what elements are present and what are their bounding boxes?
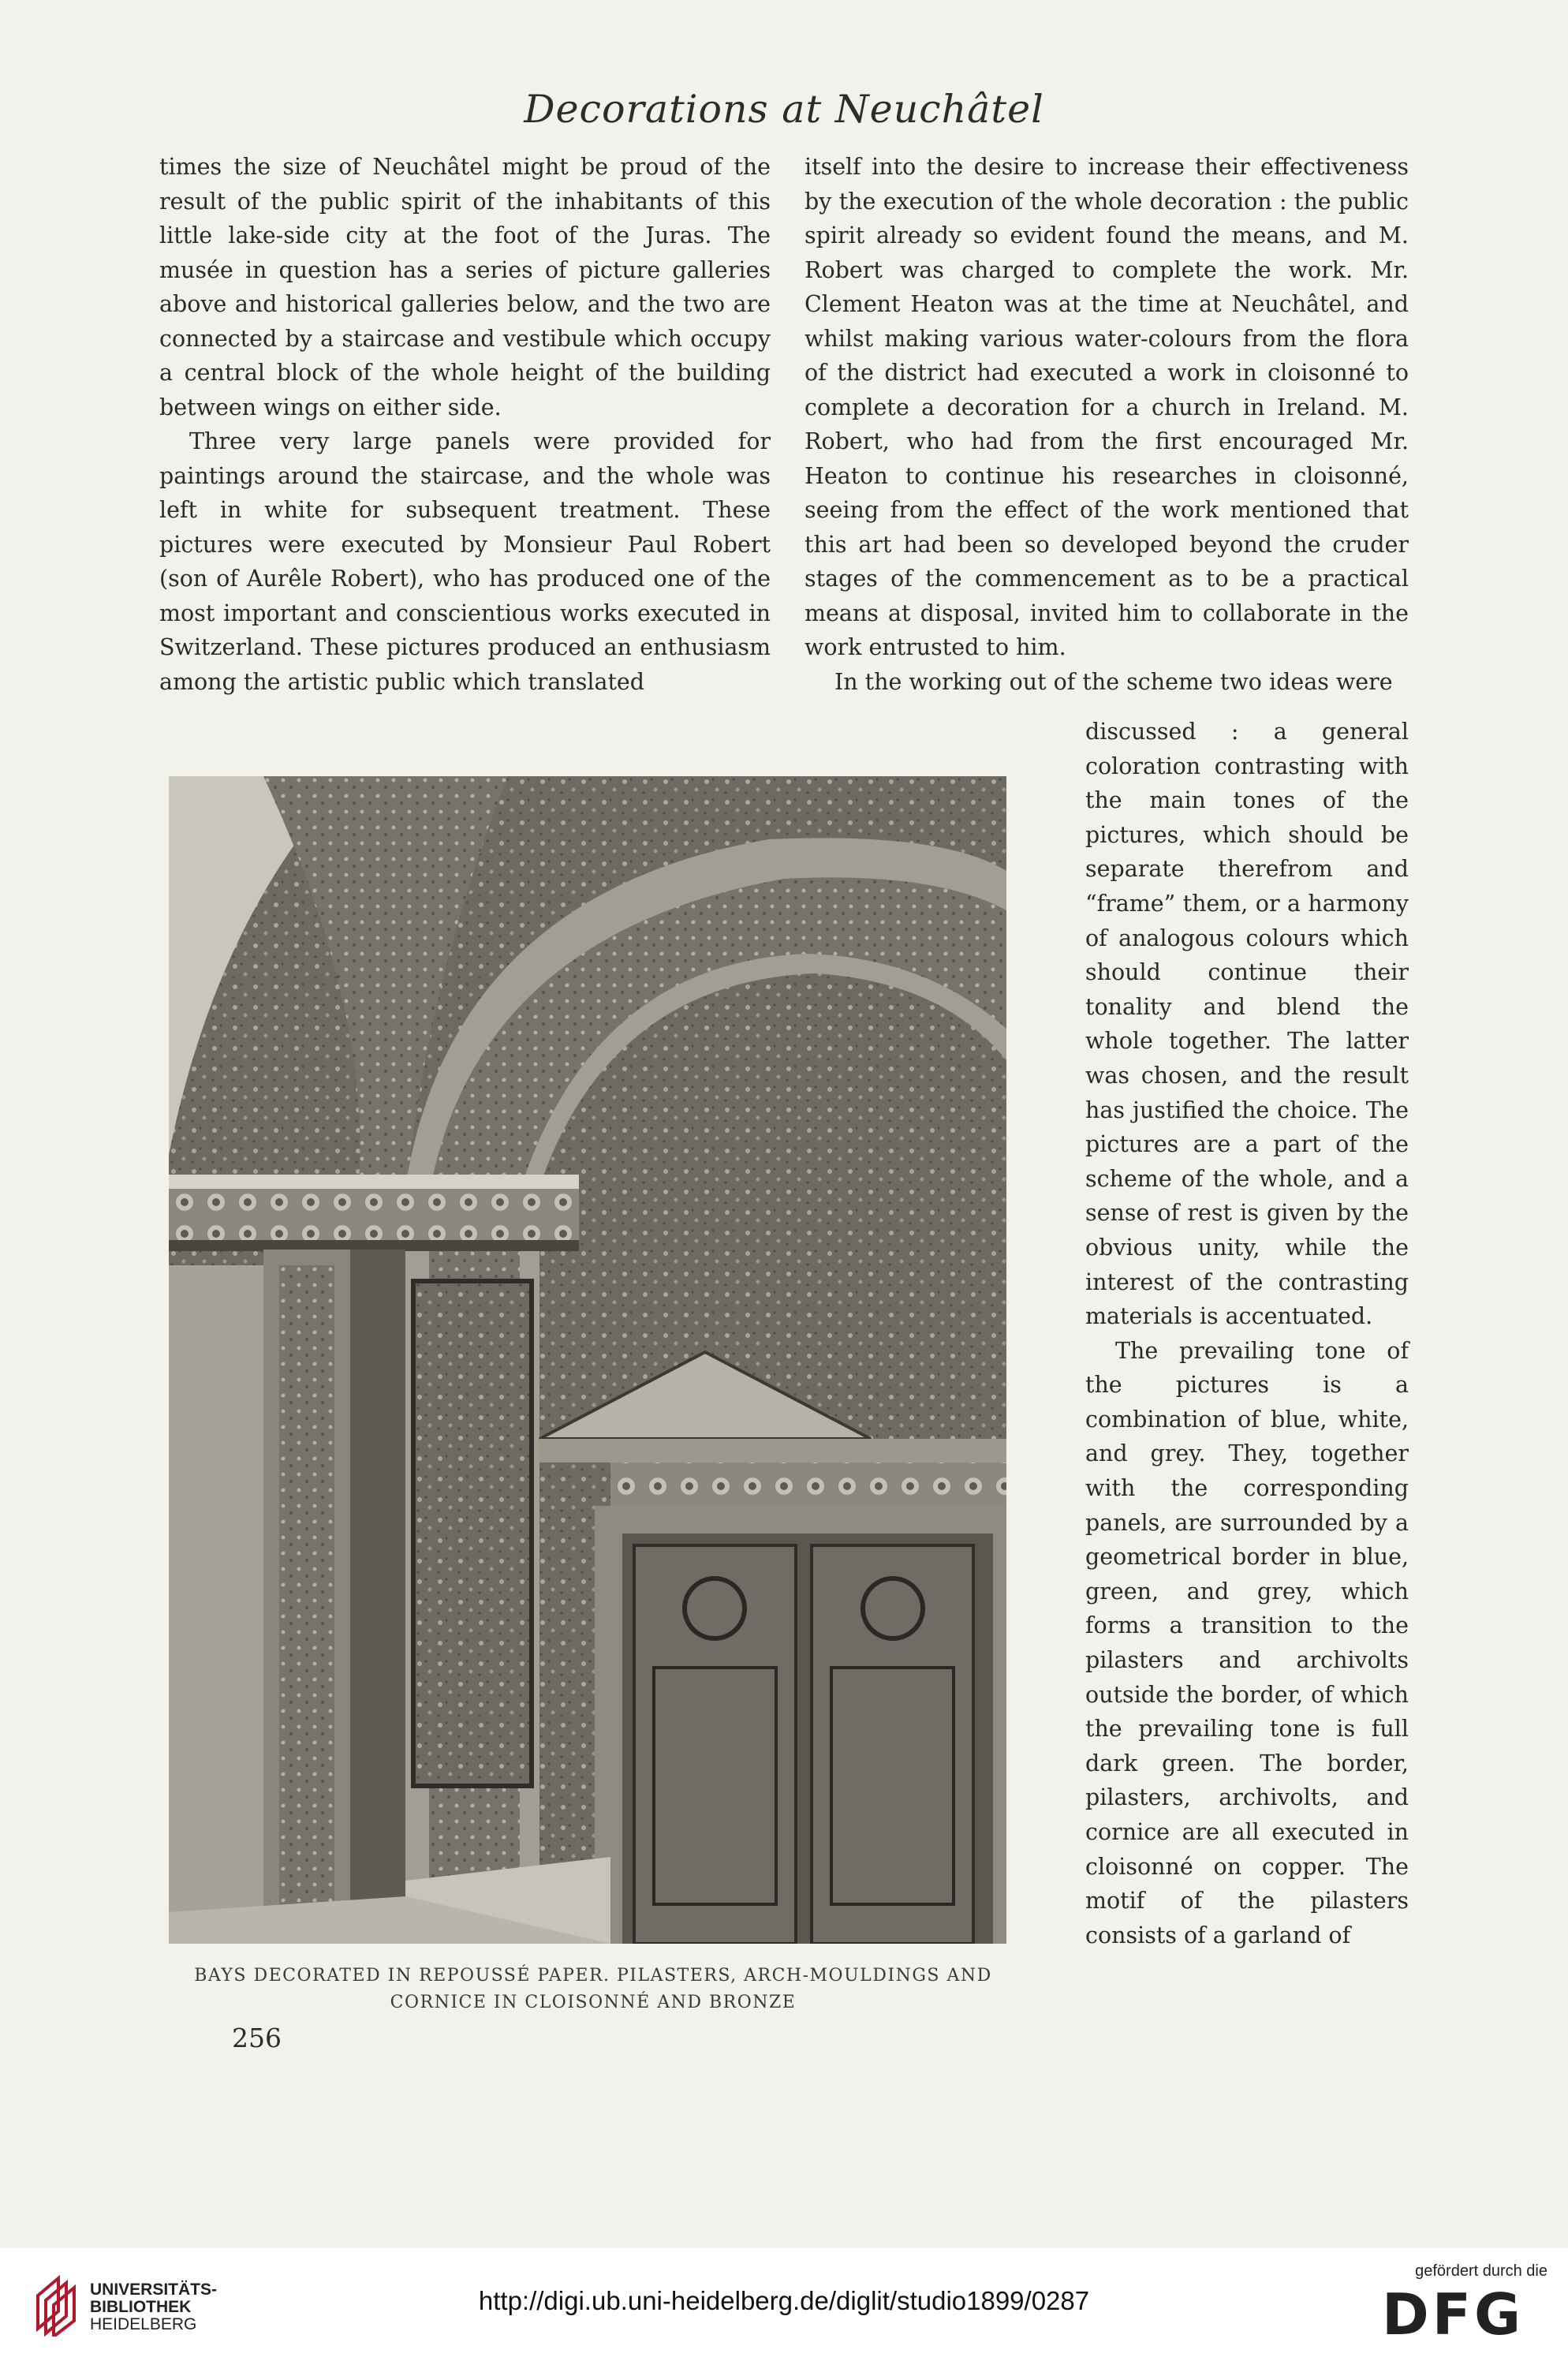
narrow-paragraph-2: The prevailing tone of the pictures is a combination of blue, white, and grey. They, together with the corresponding panels, are surrounded by a geometrical border in blue, green, and grey, which forms a transition to the pilasters and archivolts outside the border, of which the prevailing tone is full dark green. The border, pilasters, archivolts, and cornice are all executed in cloisonné on copper. The motif of the pilasters consists of a garland of: [1085, 1337, 1409, 1948]
dfg-logo: DFG: [1382, 2281, 1525, 2348]
caption-line-1: BAYS DECORATED IN REPOUSSÉ PAPER. PILASTERS, ARCH-MOULDINGS AND: [194, 1966, 992, 1986]
caption-line-2: CORNICE IN CLOISONNÉ AND BRONZE: [390, 1993, 797, 2012]
narrow-paragraph-1: discussed : a general coloration contrasting with the main tones of the pictures, which should be separate therefrom and “frame” them, or a harmony of analogous colours which should continue their tonality and blend the whole together. The latter was chosen, and the result has justified the choice. The pictures are a part of the scheme of the whole, and a sense of rest is given by the obvious unity, while the interest of the contrasting materials is accentuated.: [1085, 719, 1409, 1330]
permalink-url[interactable]: http://digi.ub.uni-heidelberg.de/diglit/studio1899/0287: [478, 2286, 1090, 2315]
library-name-line-3: HEIDELBERG: [90, 2315, 197, 2333]
left-paragraph-1: times the size of Neuchâtel might be proud of the result of the public spirit of the inhabitants of this little lake-side city at the foot of the Juras. The musée in question has a series of picture galleries above and historical galleries below, and the two are connected by a staircase and vestibule which occupy a central block of the whole height of the building between wings on either side.: [159, 154, 771, 420]
right-text-column: [805, 150, 1409, 699]
right-paragraph-1: itself into the desire to increase their effectiveness by the execution of the whole decoration : the public spirit already so evident found the means, and M. Robert was charged to complete the work. Mr. Clement Heaton was at the time at Neuchâtel, and whilst making various water-colours from the flora of the district had executed a work in cloisonné to complete a decoration for a church in Ireland. M. Robert, who had from the first encouraged Mr. Heaton to continue his researches in cloisonné, seeing from the effect of the work mentioned that this art had been so developed beyond the cruder stages of the commencement as to be a practical means at disposal, invited him to collaborate in the work entrusted to him.: [805, 154, 1409, 660]
right-paragraph-2: In the working out of the scheme two ideas were: [834, 668, 1393, 695]
funded-by-label: gefördert durch die: [1415, 2262, 1547, 2280]
library-name-line-1: UNIVERSITÄTS-: [90, 2281, 218, 2299]
figure-caption: [159, 1963, 1027, 2016]
left-text-column: [159, 150, 771, 699]
narrow-text-column: [1085, 715, 1409, 1952]
library-name-line-2: BIBLIOTHEK: [90, 2298, 192, 2316]
page-number: 256: [232, 2023, 282, 2053]
photo-illustration: [169, 776, 1006, 1944]
left-paragraph-2: Three very large panels were provided for paintings around the staircase, and the whole was left in white for subsequent treatment. These pictures were executed by Monsieur Paul Robert (son of Aurêle Robert), who has produced one of the most important and conscientious works executed in Switzerland. These pictures produced an enthusiasm among the artistic public which translated: [159, 428, 771, 695]
running-title: Decorations at Neuchâtel: [524, 87, 1044, 132]
interior-photograph: [169, 776, 1006, 1944]
